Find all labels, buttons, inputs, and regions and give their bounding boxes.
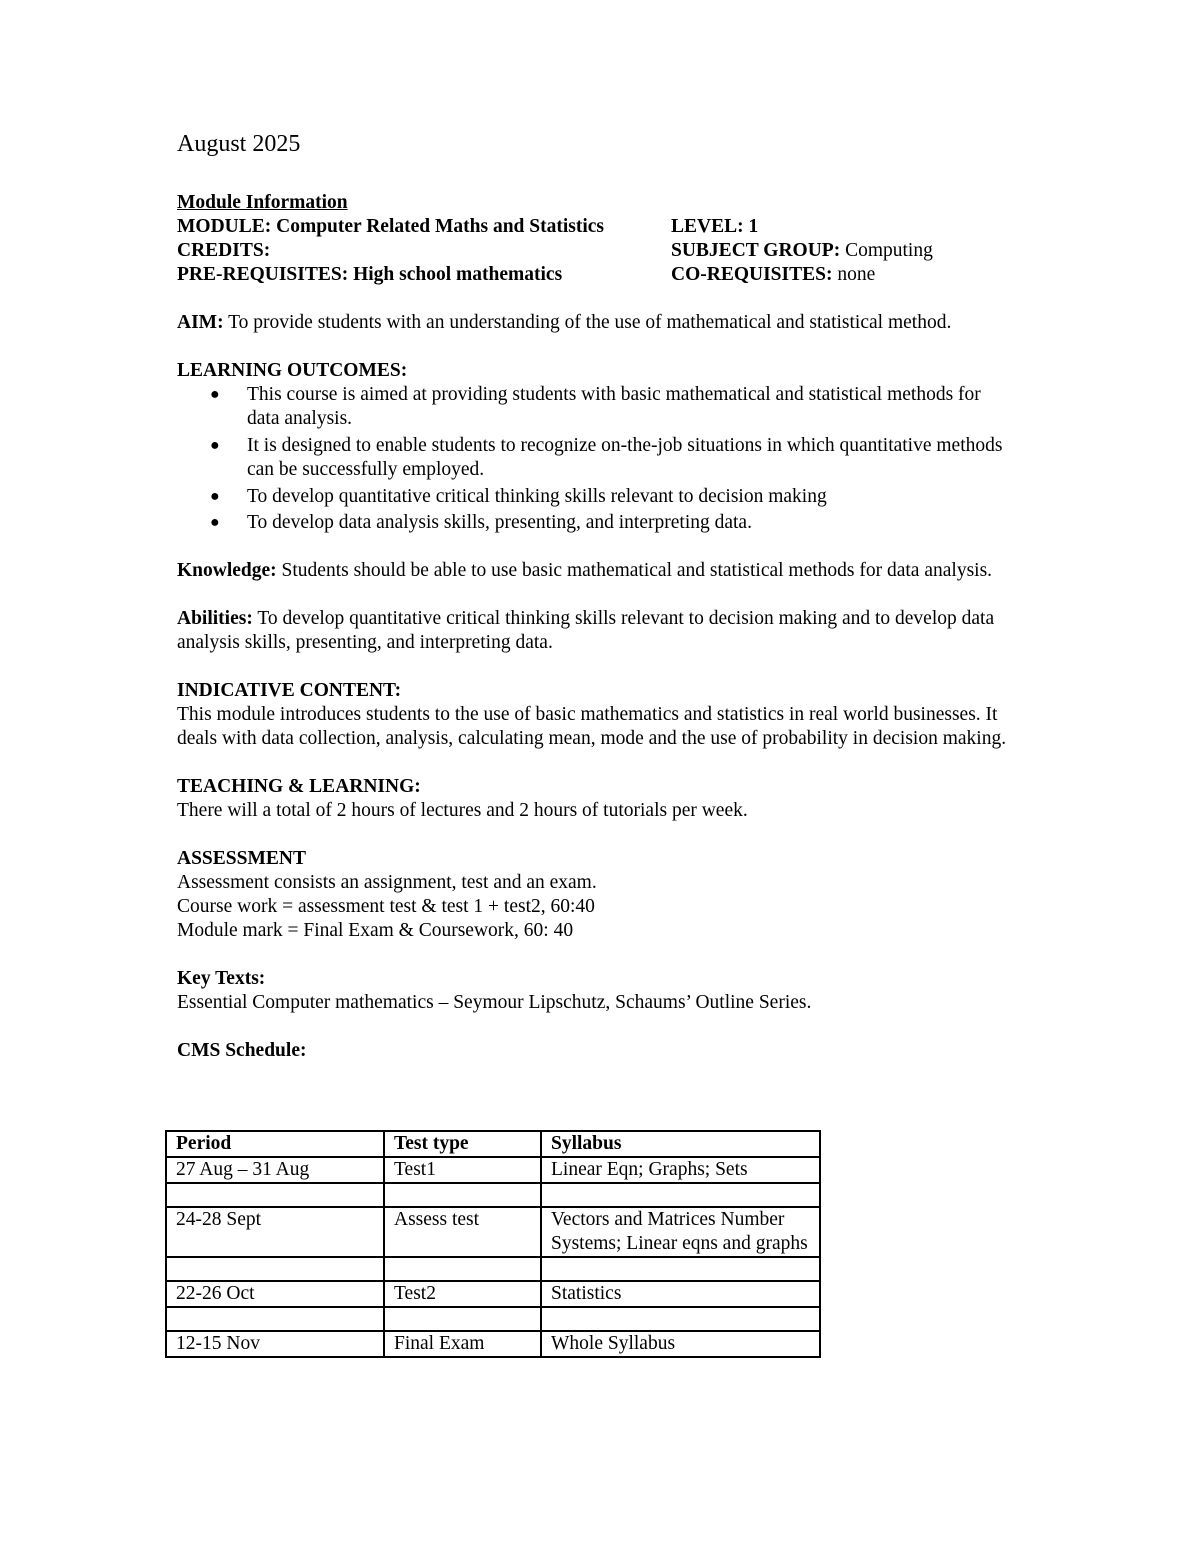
knowledge-label: Knowledge:: [177, 560, 277, 581]
learning-outcomes-list: [177, 383, 1037, 535]
aim-text: To provide students with an understanding of the use of mathematical and statistical method.: [223, 312, 952, 333]
list-item: [177, 511, 1017, 535]
syllabus-cell: Vectors and Matrices Number Systems; Linear eqns and graphs: [541, 1207, 820, 1257]
teaching-learning-section: [177, 775, 1037, 823]
table-row: [166, 1281, 820, 1307]
teaching-learning-text: There will a total of 2 hours of lectures and 2 hours of tutorials per week.: [177, 800, 748, 821]
co-requisites-value: none: [832, 264, 876, 285]
document-date: August 2025: [177, 131, 301, 157]
column-header-period: Period: [166, 1131, 384, 1157]
assessment-line: Assessment consists an assignment, test and an exam.: [177, 872, 597, 893]
syllabus-cell: Statistics: [541, 1281, 820, 1307]
schedule-heading: CMS Schedule:: [177, 1040, 307, 1061]
outcome-text: It is designed to enable students to recognize on-the-job situations in which quantitative methods can be successfully employed.: [247, 435, 1003, 480]
learning-outcomes-heading: LEARNING OUTCOMES:: [177, 360, 408, 381]
period-cell: 27 Aug – 31 Aug: [166, 1157, 384, 1183]
co-requisites-label: CO-REQUISITES:: [671, 264, 833, 285]
module-information-heading: Module Information: [177, 192, 348, 213]
test-type-cell: Final Exam: [384, 1331, 541, 1357]
assessment-section: [177, 847, 1037, 943]
level-field: [671, 215, 758, 239]
syllabus-cell: [541, 1257, 820, 1281]
document-page: [177, 130, 1037, 1063]
outcome-text: To develop quantitative critical thinking skills relevant to decision making: [247, 486, 827, 507]
subject-group-value: Computing: [840, 240, 933, 261]
bullet-icon: ●: [210, 437, 220, 454]
period-cell: [166, 1307, 384, 1331]
list-item: [177, 434, 1017, 482]
table-row: [166, 1257, 820, 1281]
indicative-content-heading: INDICATIVE CONTENT:: [177, 680, 402, 701]
aim-paragraph: [177, 311, 1037, 335]
period-cell: [166, 1257, 384, 1281]
column-header-test-type: Test type: [384, 1131, 541, 1157]
list-item: [177, 485, 1017, 509]
credits-field: [177, 239, 671, 263]
test-type-cell: Test2: [384, 1281, 541, 1307]
syllabus-cell: Whole Syllabus: [541, 1331, 820, 1357]
syllabus-cell: [541, 1183, 820, 1207]
table-row: [166, 1157, 820, 1183]
table-row: [166, 1307, 820, 1331]
syllabus-cell: Linear Eqn; Graphs; Sets: [541, 1157, 820, 1183]
indicative-content-section: [177, 679, 1037, 751]
module-field: [177, 215, 671, 239]
module-info-row: [177, 239, 1037, 263]
module-info-row: [177, 215, 1037, 239]
period-cell: 12-15 Nov: [166, 1331, 384, 1357]
test-type-cell: [384, 1257, 541, 1281]
abilities-label: Abilities:: [177, 608, 253, 629]
outcome-text: To develop data analysis skills, presenting, and interpreting data.: [247, 512, 752, 533]
period-cell: 24-28 Sept: [166, 1207, 384, 1257]
co-requisites-field: [671, 263, 875, 287]
key-texts-text: Essential Computer mathematics – Seymour Lipschutz, Schaums’ Outline Series.: [177, 992, 812, 1013]
pre-requisites-label: PRE-REQUISITES: High school mathematics: [177, 264, 563, 285]
list-item: [177, 383, 1017, 431]
pre-requisites-field: [177, 263, 671, 287]
subject-group-label: SUBJECT GROUP:: [671, 240, 841, 261]
bullet-icon: ●: [210, 514, 220, 531]
module-label: MODULE: Computer Related Maths and Statistics: [177, 216, 605, 237]
table-row: [166, 1183, 820, 1207]
abilities-text: To develop quantitative critical thinking skills relevant to decision making and to develop data analysis skills, presenting, and interpreting data.: [177, 608, 995, 653]
knowledge-text: Students should be able to use basic mathematical and statistical methods for data analysis.: [276, 560, 993, 581]
table-row: [166, 1331, 820, 1357]
learning-outcomes-section: [177, 359, 1037, 535]
outcome-text: This course is aimed at providing students with basic mathematical and statistical methods for data analysis.: [247, 384, 981, 429]
abilities-paragraph: [177, 607, 1037, 655]
assessment-line: Course work = assessment test & test 1 + test2, 60:40: [177, 896, 595, 917]
syllabus-cell: [541, 1307, 820, 1331]
key-texts-heading: Key Texts:: [177, 968, 266, 989]
module-info-row: [177, 263, 1037, 287]
period-cell: [166, 1183, 384, 1207]
teaching-learning-heading: TEACHING & LEARNING:: [177, 776, 421, 797]
schedule-table: [165, 1130, 821, 1358]
credits-label: CREDITS:: [177, 240, 271, 261]
test-type-cell: [384, 1307, 541, 1331]
subject-group-field: [671, 239, 933, 263]
table-row: [166, 1207, 820, 1257]
bullet-icon: ●: [210, 386, 220, 403]
assessment-line: Module mark = Final Exam & Coursework, 60: 40: [177, 920, 574, 941]
test-type-cell: Assess test: [384, 1207, 541, 1257]
module-information-section: [177, 191, 1037, 287]
bullet-icon: ●: [210, 488, 220, 505]
period-cell: 22-26 Oct: [166, 1281, 384, 1307]
level-label: LEVEL: 1: [671, 216, 759, 237]
test-type-cell: [384, 1183, 541, 1207]
test-type-cell: Test1: [384, 1157, 541, 1183]
assessment-heading: ASSESSMENT: [177, 848, 306, 869]
aim-label: AIM:: [177, 312, 224, 333]
table-header-row: [166, 1131, 820, 1157]
key-texts-section: [177, 967, 1037, 1015]
knowledge-paragraph: [177, 559, 1037, 583]
indicative-content-text: This module introduces students to the use of basic mathematics and statistics in real world businesses. It deals with data collection, analysis, calculating mean, mode and the use of probability in decision making.: [177, 704, 1007, 749]
column-header-syllabus: Syllabus: [541, 1131, 820, 1157]
